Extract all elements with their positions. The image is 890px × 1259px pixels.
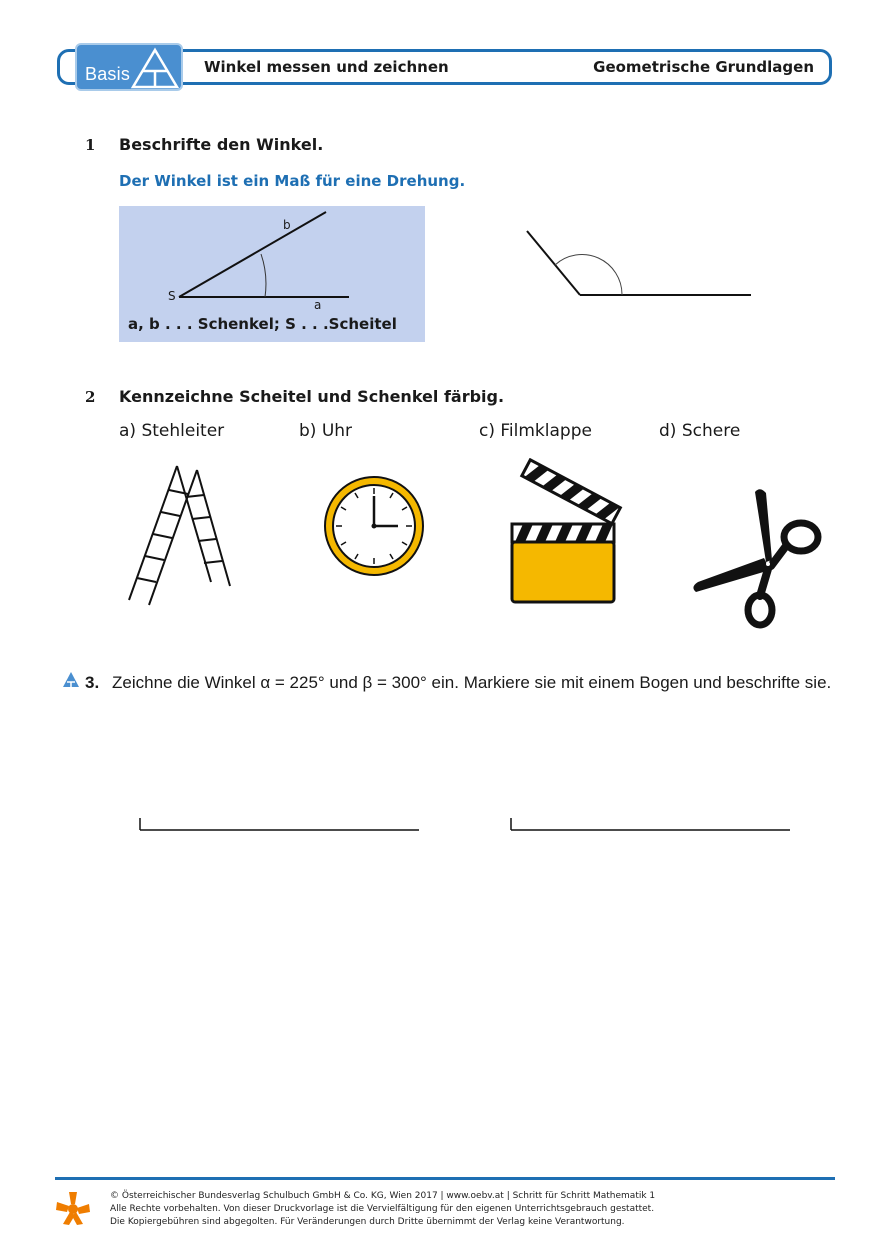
level-triangle-icon <box>61 670 81 690</box>
task3-number: 3. <box>85 673 100 692</box>
drawing-baseline-beta[interactable] <box>506 812 796 836</box>
label-b: b <box>283 218 291 232</box>
task3-instruction: Zeichne die Winkel α = 225° und β = 300° ein. Markiere sie mit einem Bogen und beschrifte sie. <box>112 673 832 692</box>
clapperboard-icon <box>505 458 630 608</box>
basis-badge <box>75 43 183 91</box>
drawing-baseline-alpha[interactable] <box>135 812 425 836</box>
triangle-logo-icon <box>129 47 181 89</box>
label-s: S <box>168 289 176 303</box>
clock-icon <box>322 474 426 578</box>
basis-label: Basis <box>85 64 131 84</box>
worksheet-title: Winkel messen und zeichnen <box>204 58 449 76</box>
task1-number: 1 <box>85 136 96 154</box>
item-label-clapperboard: c) Filmklappe <box>479 421 592 441</box>
task2-instruction: Kennzeichne Scheitel und Schenkel färbig. <box>119 387 505 406</box>
item-label-scissors: d) Schere <box>659 421 741 441</box>
footer-line-3: Die Kopiergebühren sind abgegolten. Für Veränderungen durch Dritte übernimmt der Verlag keine Verantwortung. <box>110 1217 625 1227</box>
item-label-ladder: a) Stehleiter <box>119 421 225 441</box>
task1-answer: Der Winkel ist ein Maß für eine Drehung. <box>119 172 466 190</box>
publisher-logo-icon <box>55 1190 91 1226</box>
task2-number: 2 <box>85 388 96 406</box>
footer-divider <box>55 1177 835 1180</box>
worksheet-topic: Geometrische Grundlagen <box>593 58 814 76</box>
footer-copyright <box>110 1190 830 1229</box>
item-label-clock: b) Uhr <box>299 421 353 441</box>
footer-line-2: Alle Rechte vorbehalten. Von dieser Druckvorlage ist die Vervielfältigung für den eigenen Unterrichtsgebrauch gestattet. <box>110 1204 655 1214</box>
footer-line-1: © Österreichischer Bundesverlag Schulbuch GmbH & Co. KG, Wien 2017 | www.oebv.at | Schritt für Schritt Mathematik 1 <box>110 1191 656 1201</box>
example-caption: a, b . . . Schenkel; S . . .Scheitel <box>128 315 397 333</box>
ladder-icon <box>125 462 235 608</box>
unlabeled-angle-diagram <box>520 225 760 305</box>
scissors-icon <box>688 484 824 634</box>
task1-instruction: Beschrifte den Winkel. <box>119 135 324 154</box>
label-a: a <box>314 298 322 312</box>
